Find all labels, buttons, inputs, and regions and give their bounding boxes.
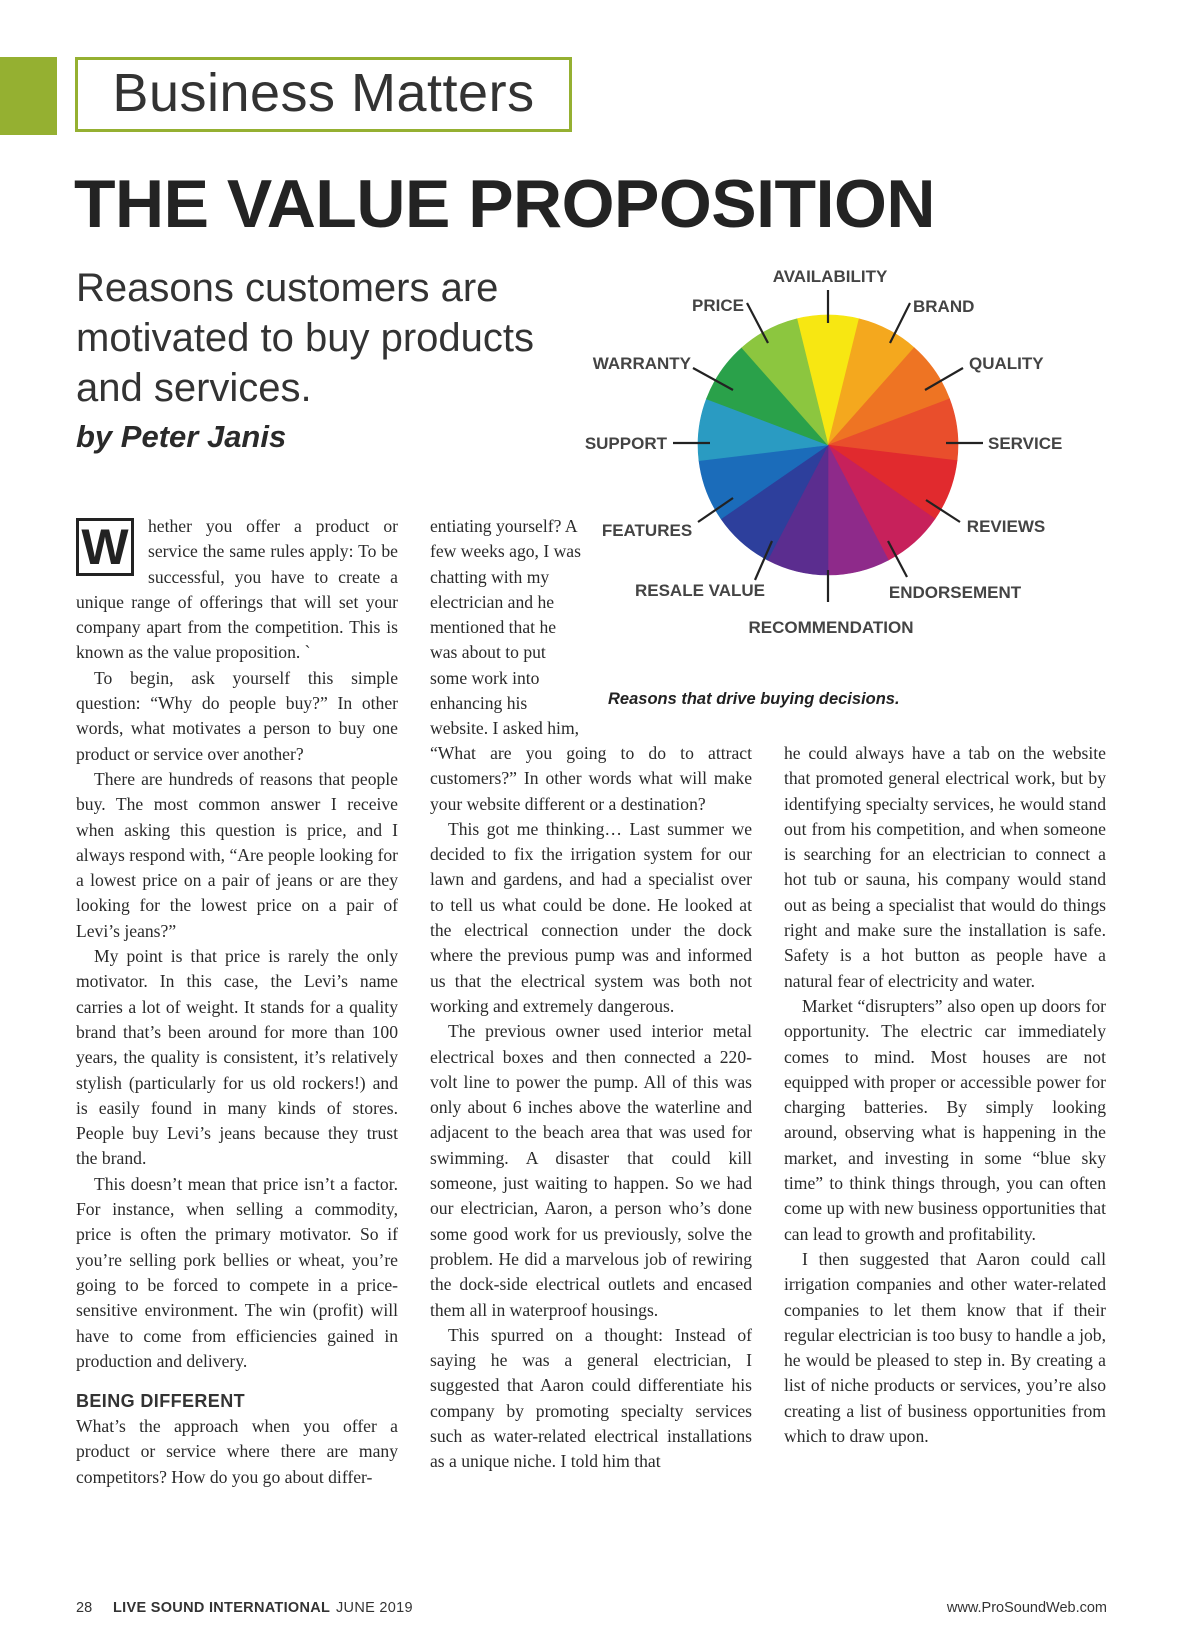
paragraph: This spurred on a thought: Instead of saying he was a general electrician, I suggested that Aaron could differentiate his company by promoting specialty services such as water-related electrical installations as a unique niche. I told him that [430, 1324, 752, 1472]
figure-caption: Reasons that drive buying decisions. [608, 690, 900, 708]
paragraph: This got me thinking… Last summer we decided to fix the irrigation system for our lawn and gardens, and had a specialist over to tell us what could be done. He looked at the electrical connection under the dock where the previous pump was and informed us that the electrical system was both not working and extremely dangerous. [430, 818, 752, 1016]
buying-reasons-wheel [584, 265, 1120, 665]
paragraph: he could always have a tab on the website that promoted general electrical work, but by identifying specialty services, he would stand out from his competition, and when someone is searching for an electrician to connect a hot tub or sauna, his company would stand out as being a specialist that would do things right and make sure the installation is safe. Safety is a hot button as people have a natural fear of electricity and water. [784, 743, 1106, 991]
page-footer [76, 1600, 1107, 1620]
paragraph: “What are you going to do to attract customers?” In other words what will make your website different or a destination? [430, 743, 752, 814]
label-service: SERVICE [988, 434, 1063, 453]
article-title: THE VALUE PROPOSITION [74, 166, 935, 242]
issue-date: JUNE 2019 [336, 1600, 413, 1616]
wheel-slices [698, 315, 958, 575]
paragraph: entiating yourself? A few weeks ago, I was chatting with my electrician and he mentioned that he was about to put some work into enhancing his website. I asked him, [430, 516, 581, 739]
article-subtitle: Reasons customers are motivated to buy products and services. [76, 266, 535, 410]
label-features: FEATURES [601, 521, 693, 540]
paragraph: This doesn’t mean that price isn’t a factor. For instance, when selling a commodity, price is often the primary motivator. So if you’re selling pork bellies or wheat, you’re going to be forced to compete in a price-sensitive environment. The win (profit) will have to come from efficiencies gained in production and delivery. [76, 1173, 398, 1371]
section-header-box [75, 57, 572, 132]
article-byline: by Peter Janis [76, 419, 287, 454]
label-quality: QUALITY [969, 354, 1044, 373]
page-number: 28 [76, 1600, 93, 1616]
label-price: PRICE [692, 296, 744, 315]
paragraph: There are hundreds of reasons that people buy. The most common answer I receive when asking this question is price, and I always respond with, “Are people looking for a lowest price on a pair of jeans or are they looking for the lowest price on a pair of Levi’s jeans?” [76, 768, 398, 941]
paragraph: What’s the approach when you offer a product or service where there are many competitors? How do you go about differ- [76, 1416, 398, 1487]
label-reviews: REVIEWS [966, 517, 1046, 536]
article-column-3 [784, 741, 1106, 1449]
section-accent-bar [0, 57, 57, 135]
paragraph: hether you offer a product or service the same rules apply: To be successful, you have to create a unique range of offerings that will set your company apart from the competition. This is known as the value proposition. ` [76, 516, 398, 663]
subheading: BEING DIFFERENT [76, 1391, 246, 1412]
label-warranty: WARRANTY [592, 354, 691, 373]
paragraph: I then suggested that Aaron could call irrigation companies and other water-related companies to let them know that if their regular electrician is too busy to handle a job, he would be pleased to step in. By creating a list of niche products or services, you’re also creating a list of business opportunities from which to draw upon. [784, 1248, 1106, 1447]
label-support: SUPPORT [584, 434, 667, 453]
label-endorsement: ENDORSEMENT [888, 583, 1022, 602]
paragraph: The previous owner used interior metal electrical boxes and then connected a 220-volt line to power the pump. All of this was only about 6 inches above the waterline and adjacent to the beach area that was used for swimming. A disaster that could kill someone, just waiting to happen. So we had our electrician, Aaron, a person who’s done some good work for us previously, solve the problem. He did a marvelous job of rewiring the dock-side electrical outlets and encased them all in waterproof housings. [430, 1021, 752, 1320]
section-title: Business Matters [112, 63, 535, 123]
label-recommendation: RECOMMENDATION [748, 618, 914, 637]
article-column-1 [76, 514, 398, 1490]
paragraph: To begin, ask yourself this simple question: “Why do people buy?” In other words, what motivates a person to buy one product or service over another? [76, 667, 398, 764]
drop-cap: W [76, 518, 134, 576]
paragraph: Market “disrupters” also open up doors for opportunity. The electric car immediately comes to mind. Most houses are not equipped with proper or accessible power for charging batteries. By simply looking around, observing what is happening in the market, and investing in some “blue sky time” to think things through, you can often come up with new business opportunities that can lead to growth and profitability. [784, 995, 1106, 1244]
article-column-2-top [430, 514, 582, 742]
label-resale-value: RESALE VALUE [634, 581, 766, 600]
website-url: www.ProSoundWeb.com [946, 1600, 1107, 1616]
magazine-name: LIVE SOUND INTERNATIONAL [113, 1600, 331, 1616]
label-availability: AVAILABILITY [772, 267, 888, 286]
paragraph: My point is that price is rarely the only motivator. In this case, the Levi’s name carries a lot of weight. It stands for a quality brand that’s been around for more than 100 years, the quality is consistent, it’s relatively stylish (particularly for us old rockers!) and is easily found in many kinds of stores. People buy Levi’s jeans because they trust the brand. [76, 946, 398, 1169]
article-column-2 [430, 741, 752, 1475]
label-brand: BRAND [913, 297, 975, 316]
